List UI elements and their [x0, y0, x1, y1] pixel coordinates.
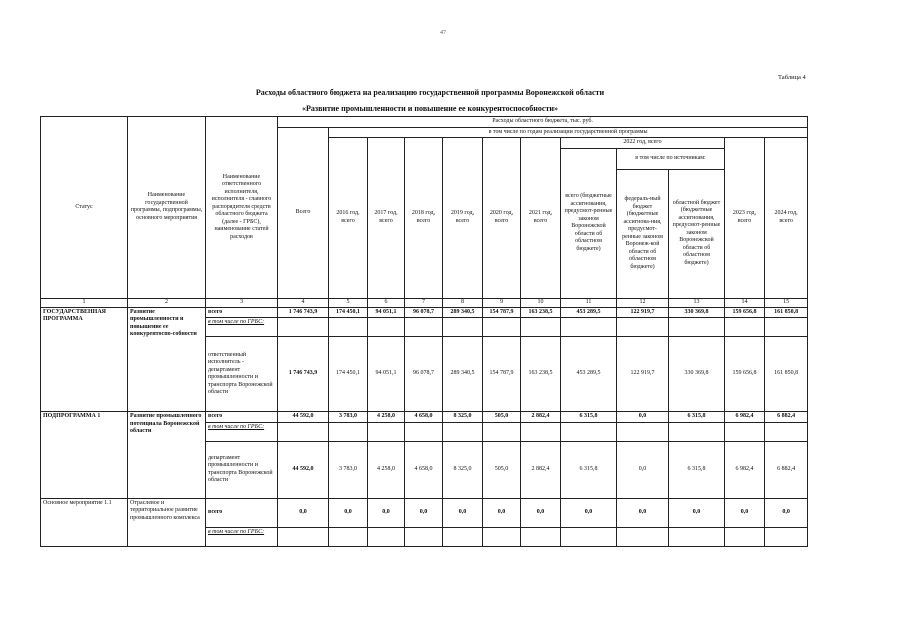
pp1-total-value: 4 258,0: [368, 412, 405, 423]
column-number: 6: [368, 298, 405, 307]
header-federal: федераль-ный бюджет (бюджетные ассигнова-ния, предусмот-ренные законом Воронеж-кой области об областном бюджете): [617, 169, 669, 298]
header-2024: 2024 год, всего: [765, 138, 808, 299]
gp-total-value: 330 369,8: [669, 307, 725, 318]
pp1-total-value: 3 783,0: [329, 412, 368, 423]
header-2017: 2017 год, всего: [368, 138, 405, 299]
om11-total-value: 0,0: [521, 498, 561, 527]
gp-dept-value: 159 656,8: [725, 337, 765, 412]
header-2022: 2022 год, всего: [561, 138, 725, 149]
pp1-total-value: 6 315,8: [669, 412, 725, 423]
table-label: Таблица 4: [778, 74, 806, 81]
pp1-dept-value: 6 315,8: [669, 441, 725, 498]
pp1-total-value: 6 882,4: [765, 412, 808, 423]
column-number: 5: [329, 298, 368, 307]
header-name: Наименование государственной программы, подпрограммы, основного мероприятия: [128, 117, 206, 299]
gp-total-value: 94 051,1: [368, 307, 405, 318]
gp-dept-value: 154 787,9: [483, 337, 521, 412]
pp1-dept-value: 44 592,0: [278, 441, 329, 498]
column-number: 1: [41, 298, 128, 307]
pp1-dept-value: 0,0: [617, 441, 669, 498]
header-2019: 2019 год, всего: [443, 138, 483, 299]
pp1-status: ПОДПРОГРАММА 1: [41, 412, 128, 499]
page-number: 47: [440, 30, 446, 36]
column-number: 9: [483, 298, 521, 307]
column-number: 7: [405, 298, 443, 307]
column-number: 10: [521, 298, 561, 307]
pp1-total-label: всего: [206, 412, 278, 423]
pp1-dept-value: 4 258,0: [368, 441, 405, 498]
gp-total-value: 453 289,5: [561, 307, 617, 318]
gp-status: ГОСУДАРСТВЕННАЯ ПРОГРАММА: [41, 307, 128, 412]
gp-dept-label: ответственный исполнитель - департамент промышленности и транспорта Воронежской области: [206, 337, 278, 412]
om11-total-value: 0,0: [669, 498, 725, 527]
gp-dept-value: 161 850,8: [765, 337, 808, 412]
gp-dept-value: 453 289,5: [561, 337, 617, 412]
om11-total-value: 0,0: [765, 498, 808, 527]
gp-dept-value: 163 238,5: [521, 337, 561, 412]
column-number: 2: [128, 298, 206, 307]
column-number: 11: [561, 298, 617, 307]
gp-total-value: 122 919,7: [617, 307, 669, 318]
om11-total-value: 0,0: [278, 498, 329, 527]
pp1-dept-value: 6 982,4: [725, 441, 765, 498]
gp-total-value: 163 238,5: [521, 307, 561, 318]
om11-total-value: 0,0: [561, 498, 617, 527]
header-regional: областной бюджет (бюджетные ассигнования, предусмот-ренные законом Воронежской области об областном бюджете): [669, 169, 725, 298]
gp-dept-value: 122 919,7: [617, 337, 669, 412]
gp-total-value: 154 787,9: [483, 307, 521, 318]
pp1-name: Развитие промышленного потенциала Воронежской области: [128, 412, 206, 499]
header-2016: 2016 год, всего: [329, 138, 368, 299]
header-by-sources: в том числе по источникам:: [617, 148, 725, 169]
pp1-dept-value: 6 315,8: [561, 441, 617, 498]
gp-dept-value: 94 051,1: [368, 337, 405, 412]
gp-dept-value: 289 340,5: [443, 337, 483, 412]
gp-total-value: 1 746 743,9: [278, 307, 329, 318]
pp1-dept-label: департамент промышленности и транспорта Воронежской области: [206, 441, 278, 498]
gp-total-value: 161 850,8: [765, 307, 808, 318]
column-number: 4: [278, 298, 329, 307]
gp-incl-label: в том числе по ГРБС:: [206, 318, 278, 337]
gp-dept-value: 96 078,7: [405, 337, 443, 412]
header-2022-total: всего (бюджетные ассигнования, предусмот-ренные законом Воронежской области об областном бюджете): [561, 148, 617, 298]
pp1-total-value: 2 882,4: [521, 412, 561, 423]
column-numbers-row: [41, 298, 808, 307]
om11-total-value: 0,0: [725, 498, 765, 527]
header-executor: Наименование ответственного исполнителя, исполнителя - главного распорядителя средств областного бюджета (далее - ГРБС), наименование статей расходов: [206, 117, 278, 299]
document-subtitle: «Развитие промышленности и повышение ее конкурентоспособности»: [301, 104, 559, 113]
om11-total-value: 0,0: [617, 498, 669, 527]
gp-total-label: всего: [206, 307, 278, 318]
gp-name: Развитие промышленности и повышение ее конкурентоспо-собности: [128, 307, 206, 412]
header-2018: 2018 год, всего: [405, 138, 443, 299]
column-number: 3: [206, 298, 278, 307]
pp1-dept-value: 8 325,0: [443, 441, 483, 498]
pp1-dept-value: 2 882,4: [521, 441, 561, 498]
gp-dept-value: 1 746 743,9: [278, 337, 329, 412]
header-expenses: Расходы областного бюджета, тыс. руб.: [278, 117, 808, 128]
pp1-total-value: 8 325,0: [443, 412, 483, 423]
header-status: Статус: [41, 117, 128, 299]
pp1-dept-value: 505,0: [483, 441, 521, 498]
pp1-dept-value: 4 658,0: [405, 441, 443, 498]
pp1-incl-label: в том числе по ГРБС:: [206, 422, 278, 441]
om11-total-value: 0,0: [405, 498, 443, 527]
om11-incl-label: в том числе по ГРБС:: [206, 527, 278, 546]
gp-total-value: 159 656,8: [725, 307, 765, 318]
table-row: [41, 498, 808, 527]
header-2023: 2023 год, всего: [725, 138, 765, 299]
table-row: [41, 412, 808, 423]
pp1-dept-value: 6 882,4: [765, 441, 808, 498]
pp1-total-value: 505,0: [483, 412, 521, 423]
gp-dept-value: 330 369,8: [669, 337, 725, 412]
document-title: Расходы областного бюджета на реализацию государственной программы Воронежской области: [255, 88, 605, 97]
pp1-dept-value: 3 783,0: [329, 441, 368, 498]
gp-total-value: 174 450,1: [329, 307, 368, 318]
table-row: [41, 307, 808, 318]
header-including-years: в том числе по годам реализации государственной программы: [329, 127, 808, 138]
gp-total-value: 96 078,7: [405, 307, 443, 318]
om11-status: Основное мероприятие 1.1: [41, 498, 128, 546]
column-number: 15: [765, 298, 808, 307]
pp1-total-value: 0,0: [617, 412, 669, 423]
pp1-total-value: 44 592,0: [278, 412, 329, 423]
om11-name: Отраслевое и территориальное развитие промышленного комплекса: [128, 498, 206, 546]
column-number: 14: [725, 298, 765, 307]
budget-table: [40, 116, 808, 547]
pp1-total-value: 4 658,0: [405, 412, 443, 423]
header-total: Всего: [278, 127, 329, 298]
pp1-total-value: 6 982,4: [725, 412, 765, 423]
column-number: 13: [669, 298, 725, 307]
om11-total-value: 0,0: [329, 498, 368, 527]
column-number: 8: [443, 298, 483, 307]
column-number: 12: [617, 298, 669, 307]
om11-total-value: 0,0: [443, 498, 483, 527]
header-2021: 2021 год, всего: [521, 138, 561, 299]
gp-total-value: 289 340,5: [443, 307, 483, 318]
header-2020: 2020 год, всего: [483, 138, 521, 299]
om11-total-value: 0,0: [483, 498, 521, 527]
pp1-total-value: 6 315,8: [561, 412, 617, 423]
gp-dept-value: 174 450,1: [329, 337, 368, 412]
om11-total-label: всего: [206, 498, 278, 527]
om11-total-value: 0,0: [368, 498, 405, 527]
